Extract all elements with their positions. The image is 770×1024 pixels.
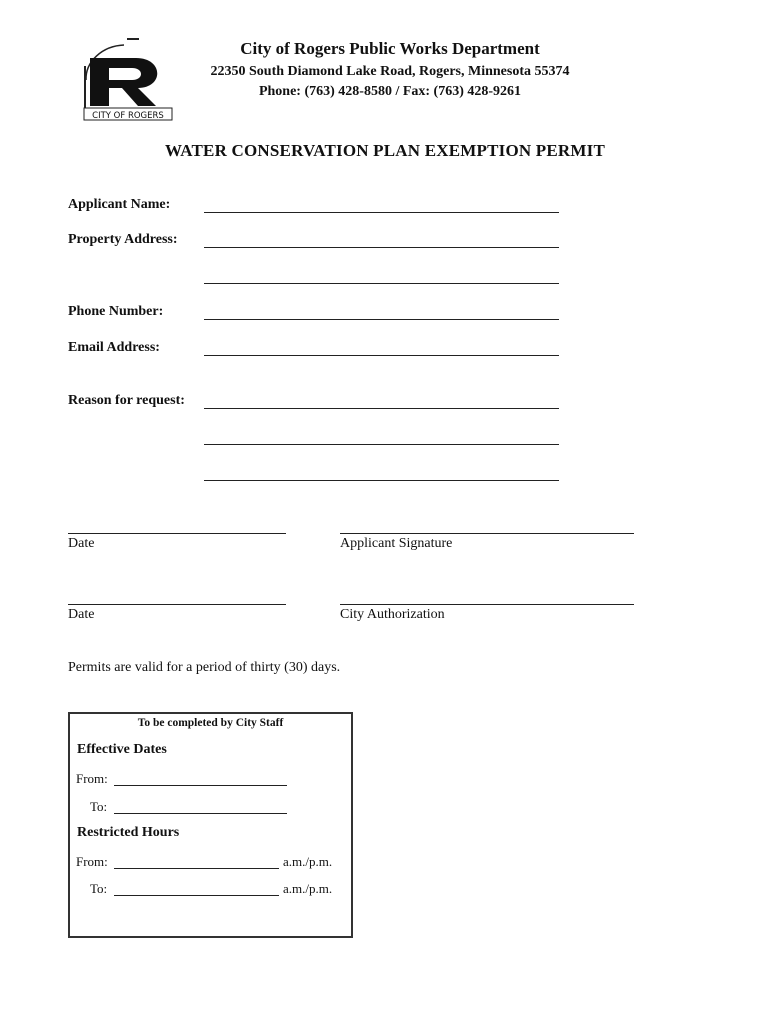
email-address-label: Email Address:	[68, 340, 160, 355]
city-logo	[80, 38, 178, 124]
property-address-line-1[interactable]	[204, 247, 559, 248]
phone-number-line[interactable]	[204, 319, 559, 320]
document-title: WATER CONSERVATION PLAN EXEMPTION PERMIT	[164, 141, 605, 160]
property-address-line-2[interactable]	[204, 283, 559, 284]
phone-number-label: Phone Number:	[68, 304, 164, 319]
email-address-line[interactable]	[204, 355, 559, 356]
restricted-to-line[interactable]	[114, 895, 279, 896]
restricted-to-ampm: a.m./p.m.	[283, 881, 333, 896]
date-line-1[interactable]	[68, 533, 286, 534]
applicant-signature-line[interactable]	[340, 533, 634, 534]
effective-to-label: To:	[90, 799, 108, 814]
effective-dates-heading: Effective Dates	[77, 742, 167, 757]
effective-from-line[interactable]	[114, 785, 287, 786]
restricted-from-ampm: a.m./p.m.	[283, 854, 333, 869]
effective-from-label: From:	[76, 771, 108, 786]
date-line-2[interactable]	[68, 604, 286, 605]
staff-box-heading: To be completed by City Staff	[137, 717, 284, 729]
effective-to-line[interactable]	[114, 813, 287, 814]
reason-line-1[interactable]	[204, 408, 559, 409]
reason-line-3[interactable]	[204, 480, 559, 481]
org-address: 22350 South Diamond Lake Road, Rogers, Minnesota 55374	[210, 64, 570, 79]
validity-note: Permits are valid for a period of thirty (30) days.	[68, 660, 341, 675]
restricted-to-label: To:	[90, 881, 108, 896]
org-phone-fax: Phone: (763) 428-8580 / Fax: (763) 428-9261	[258, 84, 522, 99]
property-address-label: Property Address:	[68, 232, 178, 247]
restricted-hours-heading: Restricted Hours	[77, 825, 180, 840]
city-staff-box	[68, 712, 353, 938]
reason-line-2[interactable]	[204, 444, 559, 445]
applicant-name-line[interactable]	[204, 212, 559, 213]
city-authorization-line[interactable]	[340, 604, 634, 605]
logo-text: CITY OF ROGERS	[92, 111, 164, 121]
applicant-name-label: Applicant Name:	[68, 197, 171, 212]
org-name: City of Rogers Public Works Department	[240, 39, 540, 58]
date-label-2: Date	[68, 607, 95, 622]
reason-label: Reason for request:	[68, 393, 185, 408]
city-authorization-label: City Authorization	[340, 607, 445, 622]
date-label-1: Date	[68, 536, 95, 551]
restricted-from-line[interactable]	[114, 868, 279, 869]
applicant-signature-label: Applicant Signature	[340, 536, 453, 551]
restricted-from-label: From:	[76, 854, 108, 869]
